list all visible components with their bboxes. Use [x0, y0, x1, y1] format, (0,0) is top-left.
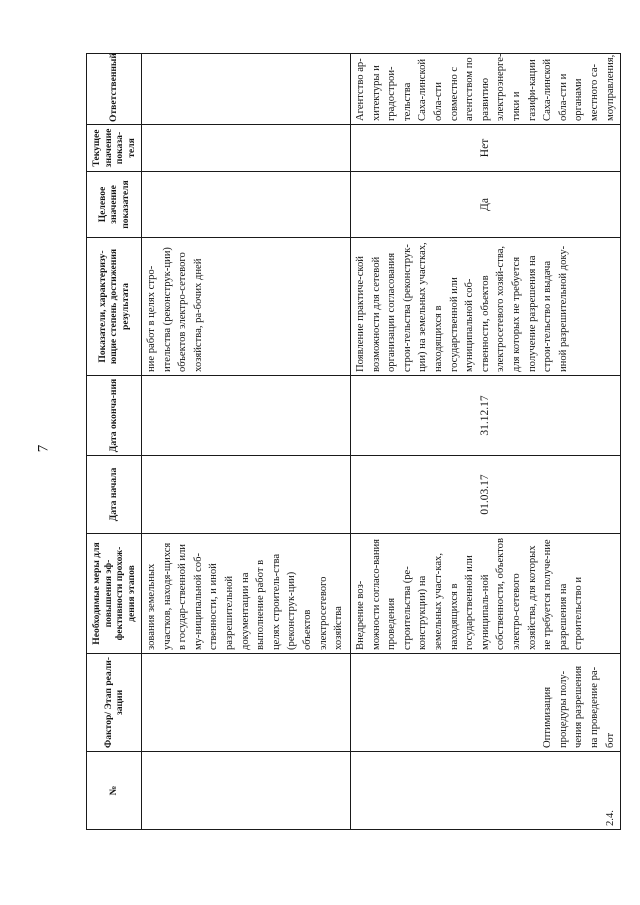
table-row-2-4 — [351, 54, 621, 830]
indicators-continued-text: ние работ в целях стро-ительства (реконструк-ции) объектов электро-сетевого хозяйства, ра-бочих дней — [146, 247, 204, 372]
header-start-date: Дата начала — [87, 456, 142, 534]
cell-row-number — [351, 752, 621, 830]
header-target-value: Целевое значение показателя — [87, 172, 142, 238]
row-number: 2.4. — [604, 810, 616, 826]
header-measures: Необходимые меры для повышения эф-фективности прохож-дения этапов — [87, 534, 142, 654]
cell-measures — [351, 534, 621, 654]
end-date: 31.12.17 — [478, 395, 491, 436]
cell-start-date-empty — [142, 456, 351, 534]
cell-target-value — [351, 172, 621, 238]
header-row — [87, 54, 142, 830]
measures-text: Внедрение воз-можности согласо-вания проведения строительства (ре-конструкции) на земельных участ-ках, находящихся в государственной или муниципаль-ной собственности, объектов электро-сетевого хозяйства, для которых не требуется получе-ние разрешения на строительство и — [355, 538, 585, 650]
table-row-continuation — [142, 54, 351, 830]
cell-indicators — [351, 238, 621, 376]
responsible-text: Агентство ар-хитектуры и градострои-тельства Саха-линской обла-сти совместно с агентством по развитию электроэнерге-тики и газифи-кации Саха-линской обла-сти и органами местного са-моуправления, — [355, 53, 616, 121]
header-factor: Фактор/ Этап реали-зации — [87, 654, 142, 752]
cell-responsible-empty — [142, 54, 351, 125]
header-indicators: Показатели, характеризу-ющие степень достижения результата — [87, 238, 142, 376]
cell-end-date-empty — [142, 376, 351, 456]
current-value: Нет — [478, 138, 491, 158]
cell-responsible — [351, 54, 621, 125]
cell-end-date — [351, 376, 621, 456]
cell-current-value — [351, 125, 621, 172]
factor-text: Оптимизация процедуры полу-чения разрешения на проведение ра-бот — [542, 665, 616, 748]
cell-measures-continued — [142, 534, 351, 654]
start-date: 01.03.17 — [478, 474, 491, 515]
header-end-date: Дата оконча-ния — [87, 376, 142, 456]
target-value: Да — [478, 198, 491, 211]
cell-indicators-continued — [142, 238, 351, 376]
cell-current-empty — [142, 125, 351, 172]
cell-number-empty — [142, 752, 351, 830]
indicators-text: Появление практиче-ской возможности для сетевой организации согласования строи-тельства (реконструк-ции) на земельных участках, находящихся в государственной или муниципальной соб-ственности, объектов электросетевого хозяй-ства, для которых не требуется получение разрешения на строи-тельство и выдача иной разрешительной доку- — [355, 242, 569, 372]
measures-table — [86, 53, 621, 830]
cell-factor-empty — [142, 654, 351, 752]
header-responsible: Ответственный — [87, 54, 142, 125]
header-number: № — [87, 752, 142, 830]
cell-start-date — [351, 456, 621, 534]
measures-continued-text: зования земельных участков, находя-щихся в государ-ственной или му-ниципальной соб-ственности, и иной разрешительной документации на выполнение работ в целях строитель-ства (реконструк-ции) объектов электросетевого хозяйства — [146, 542, 345, 650]
cell-factor — [351, 654, 621, 752]
cell-target-empty — [142, 172, 351, 238]
header-current-value: Текущее значение показа-теля — [87, 125, 142, 172]
rotated-table-sheet — [86, 53, 616, 830]
page-number: 7 — [35, 444, 52, 453]
